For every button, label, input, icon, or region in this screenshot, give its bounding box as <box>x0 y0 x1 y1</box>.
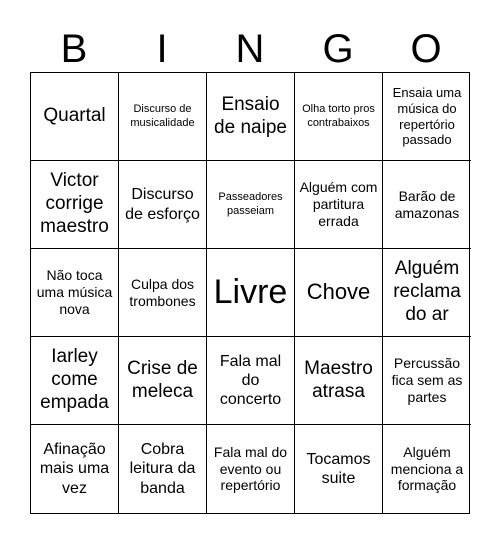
bingo-cell[interactable]: Afinação mais uma vez <box>31 425 119 513</box>
header-letter-g: G <box>322 27 354 71</box>
bingo-cell[interactable]: Fala mal do evento ou repertório <box>207 425 295 513</box>
bingo-cell[interactable]: Discurso de musicalidade <box>119 73 207 161</box>
bingo-cell[interactable]: Alguém reclama do ar <box>383 249 471 337</box>
bingo-cell[interactable]: Chove <box>295 249 383 337</box>
bingo-cell[interactable]: Alguém com partitura errada <box>295 161 383 249</box>
bingo-cell[interactable]: Ensaio de naipe <box>207 73 295 161</box>
bingo-cell[interactable]: Barão de amazonas <box>383 161 471 249</box>
bingo-cell-free[interactable]: Livre <box>207 249 295 337</box>
bingo-cell[interactable]: Iarley come empada <box>31 337 119 425</box>
header-letter-i: I <box>156 27 168 71</box>
bingo-cell[interactable]: Cobra leitura da banda <box>119 425 207 513</box>
bingo-cell[interactable]: Culpa dos trombones <box>119 249 207 337</box>
bingo-cell[interactable]: Victor corrige maestro <box>31 161 119 249</box>
bingo-cell[interactable]: Maestro atrasa <box>295 337 383 425</box>
header-letter-o: O <box>410 27 442 71</box>
bingo-cell[interactable]: Percussão fica sem as partes <box>383 337 471 425</box>
bingo-cell[interactable]: Não toca uma música nova <box>31 249 119 337</box>
bingo-cell[interactable]: Tocamos suite <box>295 425 383 513</box>
bingo-header <box>30 26 470 72</box>
bingo-cell[interactable]: Discurso de esforço <box>119 161 207 249</box>
bingo-cell[interactable]: Fala mal do concerto <box>207 337 295 425</box>
bingo-cell[interactable]: Crise de meleca <box>119 337 207 425</box>
header-letter-n: N <box>235 27 265 71</box>
bingo-cell[interactable]: Olha torto pros contrabaixos <box>295 73 383 161</box>
header-letter-b: B <box>60 27 88 71</box>
bingo-cell[interactable]: Quartal <box>31 73 119 161</box>
bingo-cell[interactable]: Alguém menciona a formação <box>390 443 464 494</box>
bingo-cell[interactable]: Ensaia uma música do repertório passado <box>383 73 471 161</box>
bingo-cell[interactable]: Passeadores passeiam <box>207 161 295 249</box>
bingo-board <box>30 72 470 514</box>
